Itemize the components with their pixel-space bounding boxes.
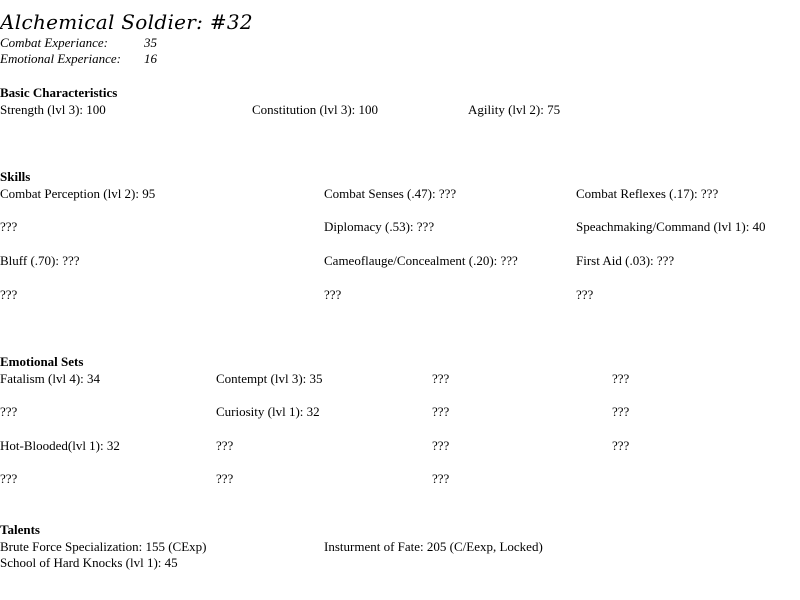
- basic-characteristic-strength: Strength (lvl 3): 100: [0, 102, 106, 117]
- skill-item: Diplomacy (.53): ???: [324, 219, 435, 234]
- emotional-set-item: ???: [612, 404, 630, 419]
- talent-item: Insturment of Fate: 205 (C/Eexp, Locked): [324, 539, 543, 554]
- skill-item: Speachmaking/Command (lvl 1): 40: [576, 219, 766, 234]
- basic-characteristics-heading: Basic Characteristics: [0, 85, 118, 100]
- skill-item: Combat Perception (lvl 2): 95: [0, 186, 156, 201]
- emotional-set-item: Curiosity (lvl 1): 32: [216, 404, 320, 419]
- skill-item: ???: [0, 287, 18, 302]
- emotional-set-item: Fatalism (lvl 4): 34: [0, 371, 101, 386]
- basic-characteristic-constitution: Constitution (lvl 3): 100: [252, 102, 379, 117]
- page-title: Alchemical Soldier: #32: [0, 10, 253, 34]
- emotional-set-item: ???: [612, 438, 630, 453]
- emotional-set-item: ???: [432, 371, 450, 386]
- emotional-set-item: ???: [216, 471, 234, 486]
- emotional-set-item: Contempt (lvl 3): 35: [216, 371, 323, 386]
- combat-experience-value: 35: [144, 35, 157, 50]
- talents-heading: Talents: [0, 522, 40, 537]
- talent-item: Brute Force Specialization: 155 (CExp): [0, 539, 207, 554]
- emotional-sets-heading: Emotional Sets: [0, 354, 84, 369]
- basic-characteristic-agility: Agility (lvl 2): 75: [468, 102, 561, 117]
- skill-item: Cameoflauge/Concealment (.20): ???: [324, 253, 518, 268]
- emotional-set-item: ???: [0, 404, 18, 419]
- emotional-set-item: Hot-Blooded(lvl 1): 32: [0, 438, 120, 453]
- skill-item: First Aid (.03): ???: [576, 253, 675, 268]
- skill-item: ???: [324, 287, 342, 302]
- talent-item: School of Hard Knocks (lvl 1): 45: [0, 555, 178, 570]
- skill-item: ???: [576, 287, 594, 302]
- skill-item: Bluff (.70): ???: [0, 253, 80, 268]
- emotional-set-item: ???: [432, 471, 450, 486]
- skill-item: Combat Reflexes (.17): ???: [576, 186, 719, 201]
- emotional-set-item: ???: [612, 371, 630, 386]
- skills-heading: Skills: [0, 169, 31, 184]
- emotional-experience-label: Emotional Experiance:: [0, 51, 121, 66]
- skill-item: Combat Senses (.47): ???: [324, 186, 457, 201]
- emotional-set-item: ???: [432, 438, 450, 453]
- emotional-set-item: ???: [0, 471, 18, 486]
- combat-experience-label: Combat Experiance:: [0, 35, 108, 50]
- emotional-experience-value: 16: [144, 51, 157, 66]
- emotional-set-item: ???: [216, 438, 234, 453]
- skill-item: ???: [0, 219, 18, 234]
- emotional-set-item: ???: [432, 404, 450, 419]
